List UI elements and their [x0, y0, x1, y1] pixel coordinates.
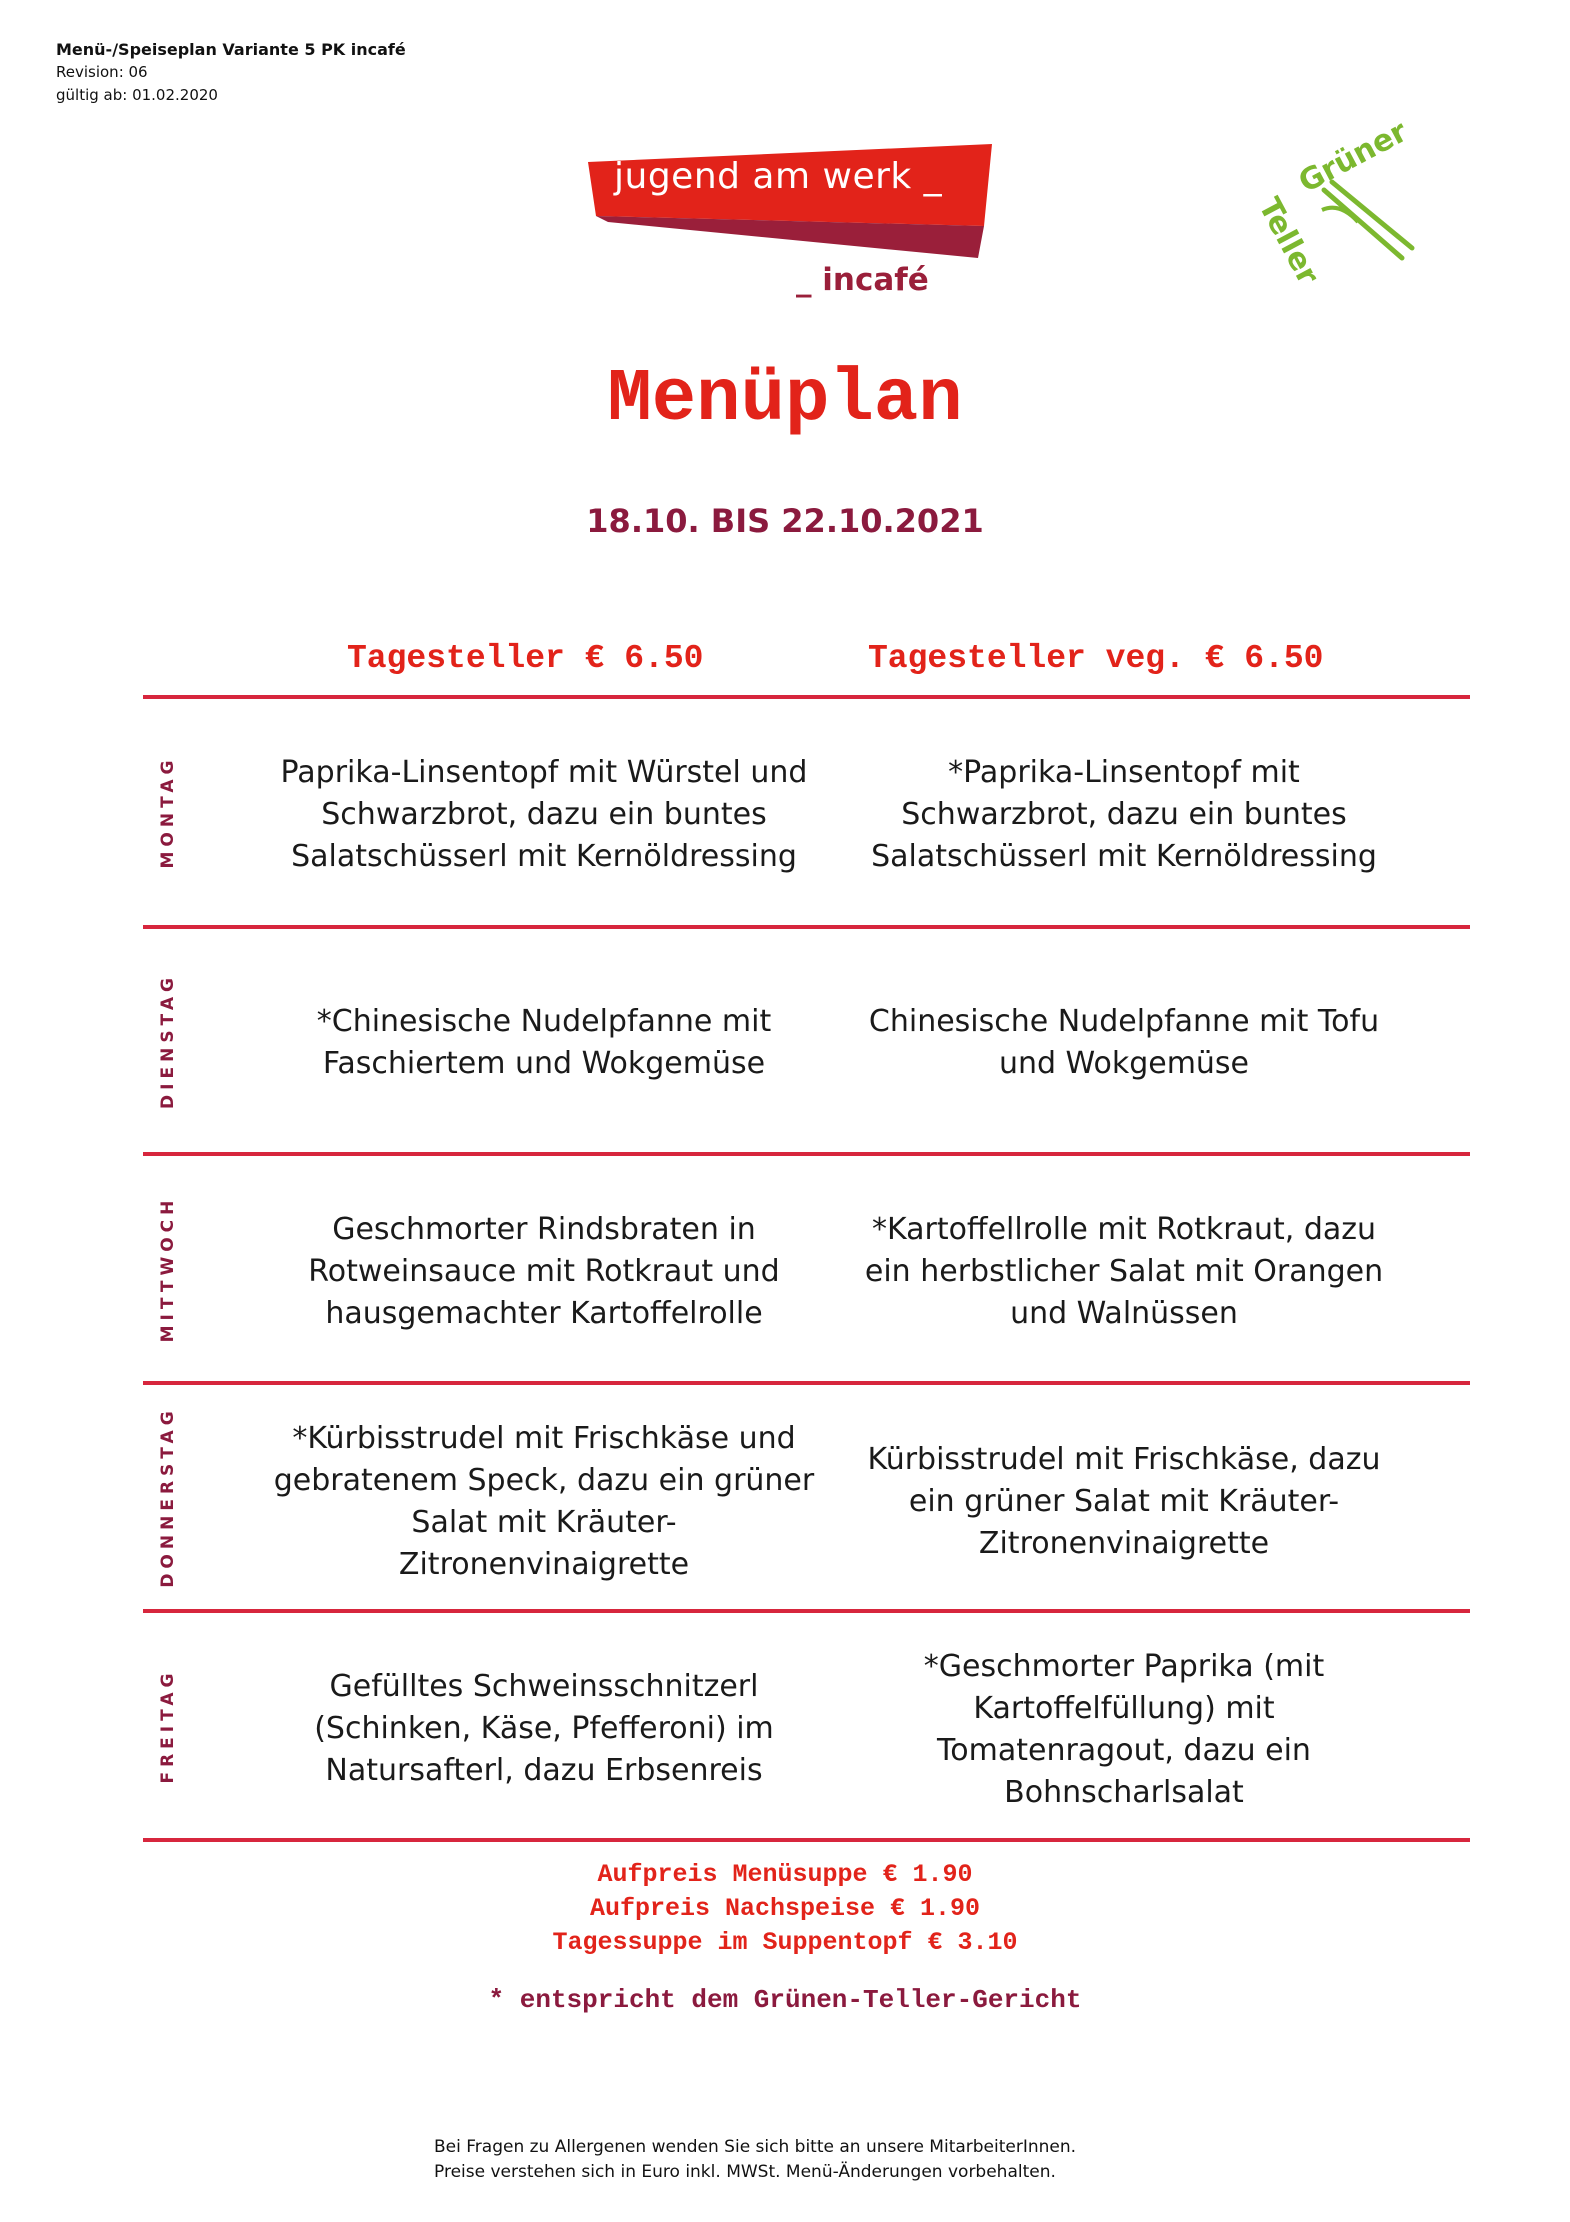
- logo-main-text: jugend am werk _: [614, 156, 943, 197]
- page-title: Menüplan: [607, 358, 963, 442]
- divider: [143, 1609, 1470, 1613]
- surcharge-item: Tagessuppe im Suppentopf € 3.10: [552, 1928, 1018, 1957]
- divider: [143, 1152, 1470, 1156]
- footer-line: Bei Fragen zu Allergenen wenden Sie sich bitte an unsere MitarbeiterInnen.: [434, 2137, 1077, 2157]
- document-header: [56, 38, 406, 107]
- gruener-teller-icon: [1251, 114, 1422, 291]
- surcharge-item: Aufpreis Menüsuppe € 1.90: [597, 1860, 973, 1889]
- menu-freitag-veg: *Geschmorter Paprika (mit Kartoffelfüllung) mit Tomatenragout, dazu ein Bohnscharlsalat: [923, 1649, 1325, 1810]
- menu-mittwoch-tagesteller: Geschmorter Rindsbraten in Rotweinsauce mit Rotkraut und hausgemachter Kartoffelrolle: [308, 1212, 780, 1331]
- divider: [143, 925, 1470, 929]
- logo-sub-text: _ incafé: [796, 262, 929, 298]
- doc-title: Menü-/Speiseplan Variante 5 PK incafé: [56, 40, 406, 59]
- badge-line2: Teller: [1251, 192, 1326, 291]
- date-range: 18.10. BIS 22.10.2021: [586, 502, 984, 540]
- footer-line: Preise verstehen sich in Euro inkl. MWSt. Menü-Änderungen vorbehalten.: [434, 2162, 1056, 2182]
- day-label-montag: MONTAG: [158, 755, 178, 869]
- surcharge-list: [0, 1858, 1570, 1960]
- menu-freitag-tagesteller: Gefülltes Schweinsschnitzerl (Schinken, Käse, Pfefferoni) im Natursafterl, dazu Erbsenreis: [314, 1669, 774, 1788]
- menu-mittwoch-veg: *Kartoffellrolle mit Rotkraut, dazu ein herbstlicher Salat mit Orangen und Walnüssen: [864, 1212, 1384, 1331]
- surcharge-item: Aufpreis Nachspeise € 1.90: [589, 1894, 981, 1923]
- divider: [143, 1381, 1470, 1385]
- revision: Revision: 06: [56, 63, 148, 81]
- jugend-am-werk-logo: [588, 128, 998, 308]
- badge-line1: Grüner: [1293, 114, 1414, 201]
- column-header-tagesteller: Tagesteller € 6.50: [347, 640, 704, 677]
- divider: [143, 1838, 1470, 1842]
- menu-montag-tagesteller: Paprika-Linsentopf mit Würstel und Schwarzbrot, dazu ein buntes Salatschüsserl mit Kernöldressing: [280, 755, 808, 874]
- gruener-teller-note: * entspricht dem Grünen-Teller-Gericht: [488, 1985, 1082, 2015]
- menu-donnerstag-veg: Kürbisstrudel mit Frischkäse, dazu ein grüner Salat mit Kräuter- Zitronenvinaigrette: [867, 1442, 1381, 1561]
- menu-dienstag-veg: Chinesische Nudelpfanne mit Tofu und Wokgemüse: [868, 1004, 1380, 1081]
- divider: [143, 695, 1470, 699]
- day-label-mittwoch: MITTWOCH: [158, 1195, 178, 1342]
- menu-donnerstag-tagesteller: *Kürbisstrudel mit Frischkäse und gebratenem Speck, dazu ein grüner Salat mit Kräuter- Zitronenvinaigrette: [273, 1421, 815, 1582]
- day-label-donnerstag: DONNERSTAG: [158, 1406, 178, 1588]
- column-header-tagesteller-veg: Tagesteller veg. € 6.50: [868, 640, 1324, 677]
- menu-montag-veg: *Paprika-Linsentopf mit Schwarzbrot, dazu ein buntes Salatschüsserl mit Kernöldressing: [871, 755, 1377, 874]
- valid-from: gültig ab: 01.02.2020: [56, 86, 218, 104]
- day-label-dienstag: DIENSTAG: [158, 972, 178, 1109]
- menu-dienstag-tagesteller: *Chinesische Nudelpfanne mit Faschiertem und Wokgemüse: [316, 1004, 772, 1081]
- footer-info: [434, 2135, 1076, 2185]
- day-label-freitag: FREITAG: [158, 1667, 178, 1784]
